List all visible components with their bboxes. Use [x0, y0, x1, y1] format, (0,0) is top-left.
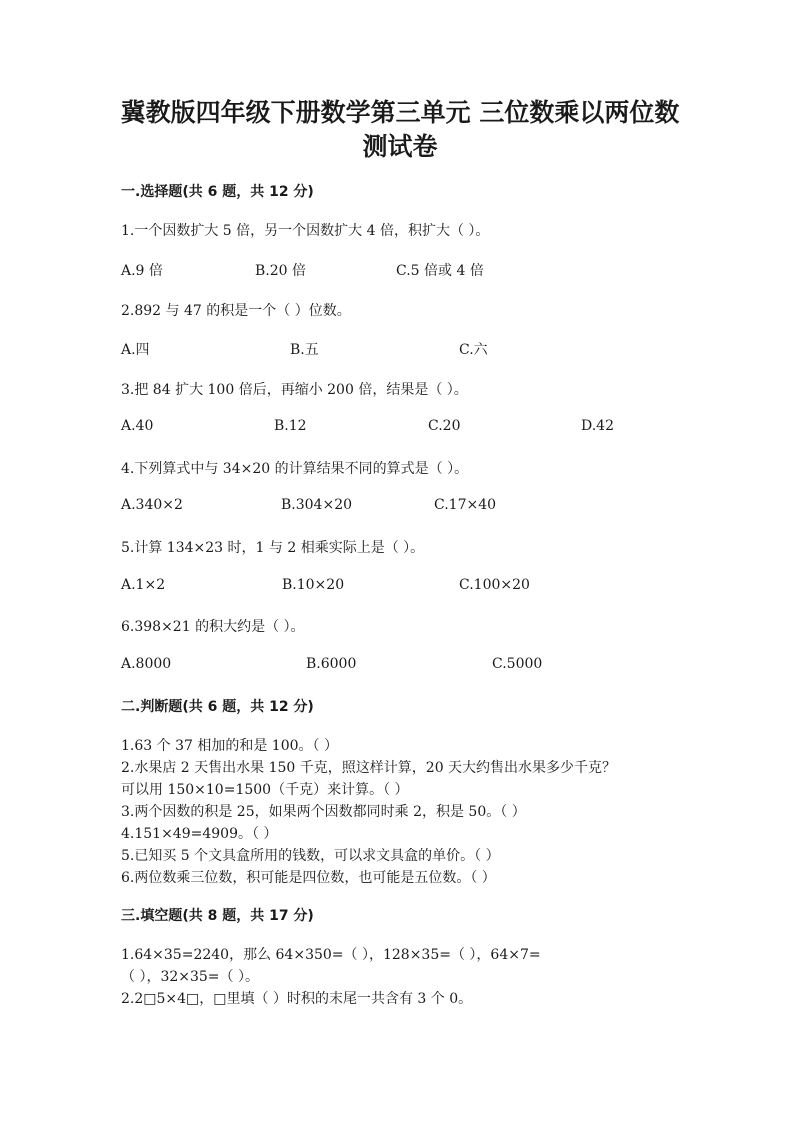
- judge-item: 5.已知买 5 个文具盒所用的钱数，可以求文具盒的单价。（ ）: [121, 848, 500, 864]
- option-a: A.1×2: [121, 577, 166, 593]
- judge-item: 6.两位数乘三位数，积可能是四位数，也可能是五位数。（ ）: [121, 870, 496, 886]
- judge-item: 1.63 个 37 相加的和是 100。（ ）: [121, 738, 338, 754]
- page-title-line-1: 冀教版四年级下册数学第三单元 三位数乘以两位数: [120, 98, 680, 127]
- option-c: C.20: [428, 418, 461, 434]
- question-stem: 3.把 84 扩大 100 倍后，再缩小 200 倍，结果是（ ）。: [121, 382, 468, 398]
- judge-item-continued: 可以用 150×10=1500（千克）来计算。（ ）: [121, 782, 409, 798]
- judge-item: 3.两个因数的积是 25，如果两个因数都同时乘 2，积是 50。（ ）: [121, 804, 526, 820]
- option-a: A.四: [121, 342, 150, 358]
- question-stem: 2.892 与 47 的积是一个（ ）位数。: [121, 303, 351, 319]
- option-c: C.5000: [492, 656, 543, 672]
- option-b: B.6000: [306, 656, 357, 672]
- page-title-line-2: 测试卷: [362, 132, 438, 161]
- question-stem: 6.398×21 的积大约是（ ）。: [121, 619, 305, 635]
- option-a: A.340×2: [121, 497, 183, 513]
- option-c: C.17×40: [434, 497, 497, 513]
- fill-item-continued: （ ），32×35=（ ）。: [121, 969, 259, 985]
- judge-item: 4.151×49=4909。（ ）: [121, 826, 278, 842]
- section-heading-fill: 三.填空题(共 8 题，共 17 分): [121, 908, 314, 924]
- question-stem: 1.一个因数扩大 5 倍，另一个因数扩大 4 倍，积扩大（ ）。: [121, 223, 490, 239]
- option-a: A.40: [121, 418, 154, 434]
- option-b: B.五: [290, 342, 319, 358]
- section-heading-judge: 二.判断题(共 6 题，共 12 分): [121, 699, 314, 715]
- option-b: B.304×20: [281, 497, 353, 513]
- fill-item: 2.2□5×4□，□里填（ ）时积的末尾一共含有 3 个 0。: [121, 991, 473, 1007]
- question-stem: 5.计算 134×23 时，1 与 2 相乘实际上是（ ）。: [121, 540, 425, 556]
- judge-item: 2.水果店 2 天售出水果 150 千克，照这样计算，20 天大约售出水果多少千克？: [121, 760, 617, 776]
- option-a: A.9 倍: [121, 263, 163, 279]
- option-b: B.12: [274, 418, 307, 434]
- question-stem: 4.下列算式中与 34×20 的计算结果不同的算式是（ ）。: [121, 461, 469, 477]
- fill-item: 1.64×35=2240，那么 64×350=（ ），128×35=（ ），64×7=: [121, 947, 541, 963]
- option-c: C.六: [459, 342, 488, 358]
- option-b: B.20 倍: [255, 263, 307, 279]
- option-a: A.8000: [121, 656, 172, 672]
- section-heading-choice: 一.选择题(共 6 题，共 12 分): [121, 184, 314, 200]
- option-c: C.100×20: [459, 577, 530, 593]
- option-d: D.42: [581, 418, 614, 434]
- option-c: C.5 倍或 4 倍: [396, 263, 484, 279]
- option-b: B.10×20: [282, 577, 345, 593]
